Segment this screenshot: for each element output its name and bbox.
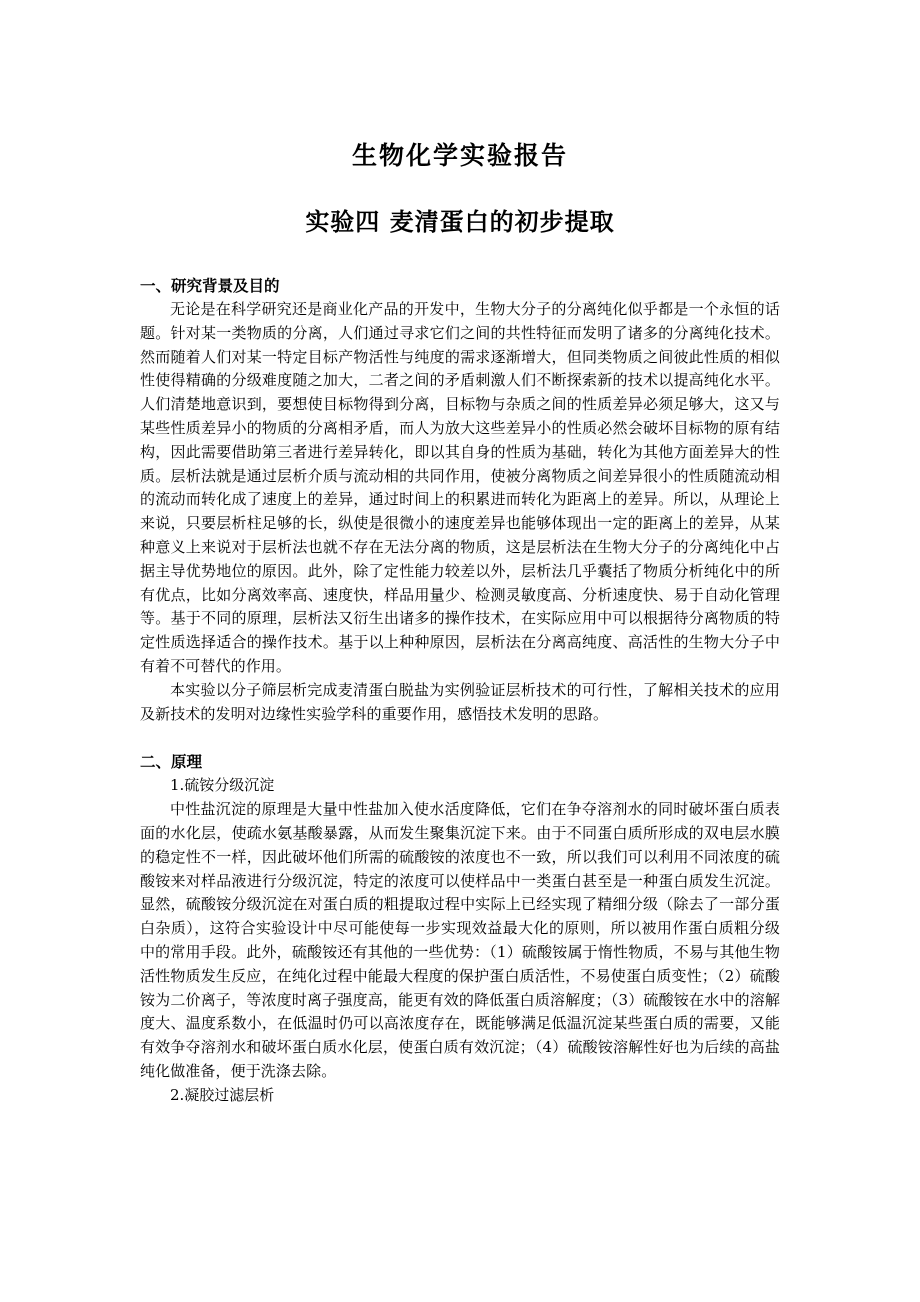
paragraph: 无论是在科学研究还是商业化产品的开发中，生物大分子的分离纯化似乎都是一个永恒的话题。针对某一类物质的分离，人们通过寻求它们之间的共性特征而发明了诸多的分离纯化技术。然而随着人们对某一特定目标产物活性与纯度的需求逐渐增大，但同类物质之间彼此性质的相似性使得精确的分级难度随之加大，二者之间的矛盾刺激人们不断探索新的技术以提高纯化水平。人们清楚地意识到，要想使目标物得到分离，目标物与杂质之间的性质差异必须足够大，这又与某些性质差异小的物质的分离相矛盾，而人为放大这些差异小的性质必然会破坏目标物的原有结构，因此需要借助第三者进行差异转化，即以其自身的性质为基础，转化为其他方面差异大的性质。层析法就是通过层析介质与流动相的共同作用，使被分离物质之间差异很小的性质随流动相的流动而转化成了速度上的差异，通过时间上的积累进而转化为距离上的差异。所以，从理论上来说，只要层析柱足够的长，纵使是很微小的速度差异也能够体现出一定的距离上的差异，从某种意义上来说对于层析法也就不存在无法分离的物质，这是层析法在生物大分子的分离纯化中占据主导优势地位的原因。此外，除了定性能力较差以外，层析法几乎囊括了物质分析纯化中的所有优点，比如分离效率高、速度快，样品用量少、检测灵敏度高、分析速度快、易于自动化管理等。基于不同的原理，层析法又衍生出诸多的操作技术，在实际应用中可以根据待分离物质的特定性质选择适合的操作技术。基于以上种种原因，层析法在分离高纯度、高活性的生物大分子中有着不可替代的作用。 — [140, 300, 780, 675]
experiment-subtitle: 实验四 麦清蛋白的初步提取 — [305, 207, 615, 236]
document-title: 生物化学实验报告 — [351, 141, 568, 170]
section-heading: 一、研究背景及目的 — [140, 276, 280, 295]
subsection-heading: 2.凝胶过滤层析 — [170, 1085, 275, 1104]
document-body — [140, 274, 780, 1108]
section-heading: 二、原理 — [140, 752, 203, 772]
subsection-heading: 1.硫铵分级沉淀 — [170, 776, 275, 795]
paragraph: 中性盐沉淀的原理是大量中性盐加入使水活度降低，它们在争夺溶剂水的同时破坏蛋白质表面的水化层，使疏水氨基酸暴露，从而发生聚集沉淀下来。由于不同蛋白质所形成的双电层水膜的稳定性不一样，因此破坏他们所需的硫酸铵的浓度也不一致，所以我们可以利用不同浓度的硫酸铵来对样品液进行分级沉淀，特定的浓度可以使样品中一类蛋白甚至是一种蛋白质发生沉淀。显然，硫酸铵分级沉淀在对蛋白质的粗提取过程中实际上已经实现了精细分级（除去了一部分蛋白杂质），这符合实验设计中尽可能使每一步实现效益最大化的原则，所以被用作蛋白质粗分级中的常用手段。此外，硫酸铵还有其他的一些优势：（1）硫酸铵属于惰性物质，不易与其他生物活性物质发生反应，在纯化过程中能最大程度的保护蛋白质活性，不易使蛋白质变性；（2）硫酸铵为二价离子，等浓度时离子强度高，能更有效的降低蛋白质溶解度；（3）硫酸铵在水中的溶解度大、温度系数小，在低温时仍可以高浓度存在，既能够满足低温沉淀某些蛋白质的需要，又能有效争夺溶剂水和破坏蛋白质水化层，使蛋白质有效沉淀；（4）硫酸铵溶解性好也为后续的高盐纯化做准备，便于洗涤去除。 — [140, 800, 780, 1080]
paragraph: 本实验以分子筛层析完成麦清蛋白脱盐为实例验证层析技术的可行性，了解相关技术的应用及新技术的发明对边缘性实验学科的重要作用，感悟技术发明的思路。 — [140, 680, 780, 723]
section-spacer — [140, 726, 780, 750]
section-background — [140, 274, 780, 726]
section-principle — [140, 750, 780, 1107]
